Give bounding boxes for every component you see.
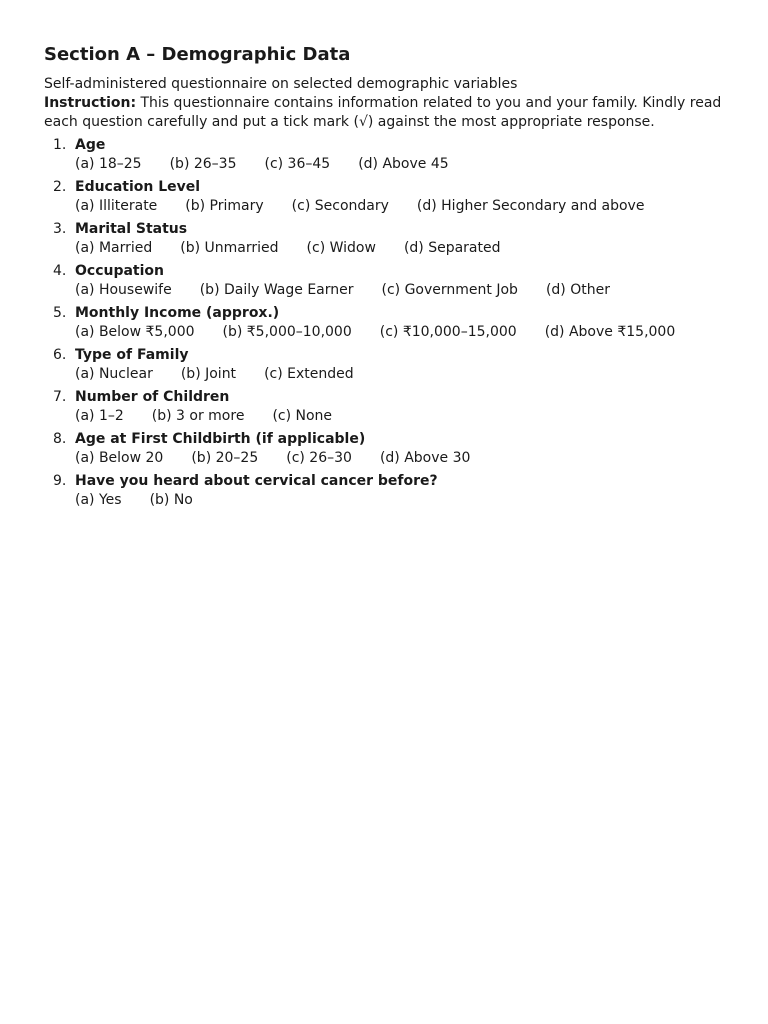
question-item xyxy=(44,220,724,258)
answer-option[interactable]: (c) 36–45 xyxy=(264,156,331,172)
answer-option[interactable]: (d) Separated xyxy=(403,240,501,256)
question-number: 3. xyxy=(53,221,67,237)
question-number: 8. xyxy=(53,431,67,447)
answer-option[interactable]: (b) 26–35 xyxy=(169,156,237,172)
answer-option[interactable]: (d) Other xyxy=(545,282,610,298)
question-item xyxy=(44,472,724,510)
question-number: 1. xyxy=(53,137,67,153)
question-number: 4. xyxy=(53,263,67,279)
question-number: 7. xyxy=(53,389,67,405)
question-number: 6. xyxy=(53,347,67,363)
answer-option[interactable]: (b) Daily Wage Earner xyxy=(199,282,354,298)
question-number: 9. xyxy=(53,473,67,489)
question-item xyxy=(44,430,724,468)
question-number: 5. xyxy=(53,305,67,321)
question-text: Monthly Income (approx.) xyxy=(75,305,280,321)
answer-option[interactable]: (b) Joint xyxy=(180,366,237,382)
answer-options xyxy=(75,449,724,468)
question-text: Age at First Childbirth (if applicable) xyxy=(75,431,366,447)
instruction-label: Instruction: xyxy=(44,95,137,111)
instruction xyxy=(44,94,724,132)
answer-option[interactable]: (a) Nuclear xyxy=(75,366,153,382)
question-text: Age xyxy=(75,137,106,153)
answer-option[interactable]: (c) None xyxy=(272,408,333,424)
answer-options xyxy=(75,407,724,426)
answer-option[interactable]: (c) 26–30 xyxy=(286,450,352,466)
question-item xyxy=(44,262,724,300)
answer-option[interactable]: (d) Above 30 xyxy=(379,450,471,466)
answer-options xyxy=(75,155,724,174)
answer-option[interactable]: (c) Extended xyxy=(264,366,354,382)
answer-option[interactable]: (b) No xyxy=(149,492,193,508)
question-text: Type of Family xyxy=(75,347,189,363)
question-item xyxy=(44,178,724,216)
question-number: 2. xyxy=(53,179,67,195)
section-subtitle: Self-administered questionnaire on selected demographic variables xyxy=(44,76,518,92)
answer-option[interactable]: (a) Below ₹5,000 xyxy=(75,324,195,340)
question-item xyxy=(44,346,724,384)
answer-option[interactable]: (b) ₹5,000–10,000 xyxy=(222,324,352,340)
question-item xyxy=(44,304,724,342)
answer-option[interactable]: (a) 1–2 xyxy=(75,408,124,424)
question-text: Education Level xyxy=(75,179,201,195)
question-item xyxy=(44,136,724,174)
answer-options xyxy=(75,239,724,258)
answer-options xyxy=(75,491,724,510)
answer-option[interactable]: (c) Widow xyxy=(306,240,376,256)
answer-options xyxy=(75,281,724,300)
answer-option[interactable]: (c) Secondary xyxy=(291,198,389,214)
answer-options xyxy=(75,323,724,342)
section-title: Section A – Demographic Data xyxy=(44,44,351,65)
answer-option[interactable]: (c) Government Job xyxy=(381,282,518,298)
answer-options xyxy=(75,197,724,216)
answer-option[interactable]: (d) Above ₹15,000 xyxy=(544,324,676,340)
question-text: Have you heard about cervical cancer before? xyxy=(75,473,438,489)
answer-option[interactable]: (b) 3 or more xyxy=(151,408,245,424)
question-text: Number of Children xyxy=(75,389,230,405)
answer-option[interactable]: (b) 20–25 xyxy=(191,450,259,466)
answer-option[interactable]: (b) Unmarried xyxy=(180,240,279,256)
instruction-text: This questionnaire contains information related to you and your family. Kindly read each question carefully and put a tick mark (√) against the most appropriate response. xyxy=(44,95,722,130)
answer-option[interactable]: (d) Above 45 xyxy=(358,156,449,172)
answer-option[interactable]: (a) Married xyxy=(75,240,153,256)
question-text: Marital Status xyxy=(75,221,188,237)
answer-option[interactable]: (b) Primary xyxy=(185,198,264,214)
answer-option[interactable]: (a) Housewife xyxy=(75,282,172,298)
question-list xyxy=(44,136,724,510)
answer-option[interactable]: (a) 18–25 xyxy=(75,156,142,172)
answer-option[interactable]: (d) Higher Secondary and above xyxy=(416,198,645,214)
answer-option[interactable]: (a) Yes xyxy=(75,492,122,508)
answer-options xyxy=(75,365,724,384)
question-text: Occupation xyxy=(75,263,165,279)
answer-option[interactable]: (c) ₹10,000–15,000 xyxy=(379,324,517,340)
answer-option[interactable]: (a) Illiterate xyxy=(75,198,158,214)
question-item xyxy=(44,388,724,426)
answer-option[interactable]: (a) Below 20 xyxy=(75,450,164,466)
